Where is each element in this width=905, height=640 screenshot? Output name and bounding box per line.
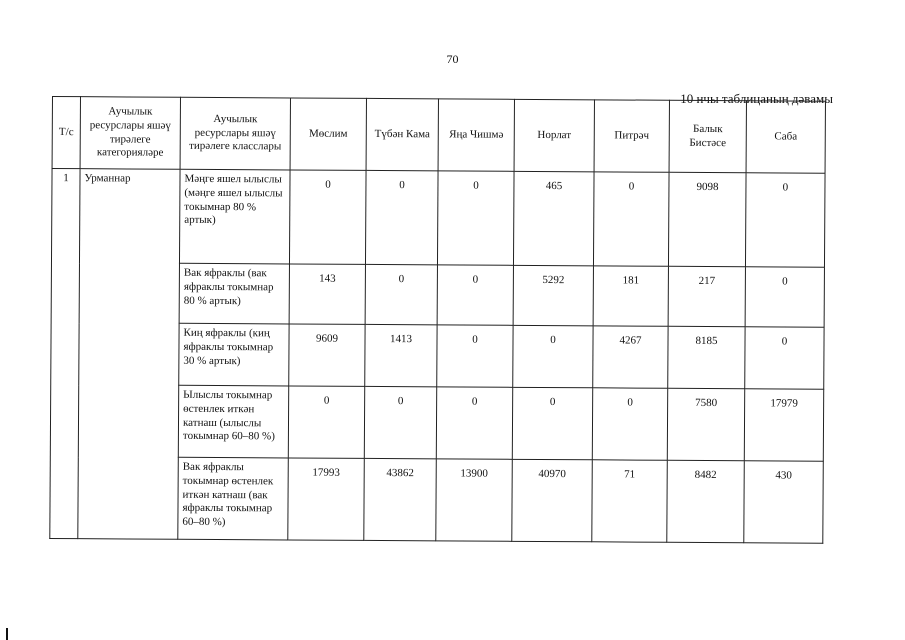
cell-value: 17979 <box>744 389 823 461</box>
cell-value: 17993 <box>288 458 364 540</box>
group-category: Урманнар <box>78 169 180 540</box>
header-balyk-bistase: Балык Бистәсе <box>669 100 746 172</box>
cell-value: 0 <box>437 171 514 265</box>
row-class: Вак яфраклы токымнар өстенлек иткән катнаш (вак яфраклы токымнар 60–80 %) <box>178 457 288 540</box>
cell-value: 430 <box>744 461 823 543</box>
cell-value: 0 <box>365 264 437 324</box>
cell-value: 0 <box>592 388 667 460</box>
cell-value: 1413 <box>365 324 437 386</box>
header-pitrach: Питрәч <box>594 100 669 172</box>
cell-value: 7580 <box>667 388 744 460</box>
cell-value: 40970 <box>512 459 592 541</box>
header-tuban-kama: Түбән Кама <box>366 98 438 170</box>
cell-value: 9609 <box>289 324 365 386</box>
cell-value: 0 <box>745 267 824 327</box>
cell-value: 0 <box>364 386 436 458</box>
cell-value: 0 <box>512 387 592 459</box>
habitat-table <box>49 96 826 544</box>
row-class: Киң яфраклы (киң яфраклы токымнар 30 % артык) <box>179 323 289 386</box>
cell-value: 0 <box>289 170 366 264</box>
header-class: Аучылык ресурслары яшәү тирәлеге класслары <box>180 97 290 170</box>
header-yana-chishma: Яңа Чишмә <box>438 99 514 171</box>
header-category: Аучылык ресурслары яшәү тирәлеге категорияләре <box>80 97 180 170</box>
cell-value: 13900 <box>436 459 512 541</box>
group-index: 1 <box>50 169 80 539</box>
table-container <box>49 96 825 544</box>
cell-value: 181 <box>593 266 668 326</box>
cell-value: 4267 <box>593 326 668 388</box>
cell-value: 8185 <box>668 326 745 388</box>
cell-value: 5292 <box>513 265 593 325</box>
row-class: Мәңге яшел ылыслы (мәңге яшел ылыслы токымнар 80 % артык) <box>179 169 290 264</box>
row-class: Ылыслы токымнар өстенлек иткән катнаш (ылыслы токымнар 60–80 %) <box>178 385 288 458</box>
header-muslim: Мөслим <box>290 98 366 170</box>
header-saba: Саба <box>746 101 825 173</box>
cell-value: 0 <box>593 172 669 266</box>
cell-value: 0 <box>513 325 593 387</box>
cell-value: 0 <box>437 325 513 387</box>
cell-value: 0 <box>365 170 438 264</box>
cell-value: 0 <box>288 386 364 458</box>
cell-value: 465 <box>513 171 594 265</box>
cell-value: 0 <box>437 265 513 325</box>
cell-value: 0 <box>745 173 825 267</box>
table-row <box>51 169 825 268</box>
cell-value: 71 <box>592 460 667 542</box>
cell-value: 9098 <box>668 172 746 266</box>
row-class: Вак яфраклы (вак яфраклы токымнар 80 % артык) <box>179 263 289 324</box>
cell-value: 0 <box>745 327 824 389</box>
header-index: Т/с <box>52 97 80 169</box>
cell-value: 43862 <box>364 458 436 540</box>
header-norlat: Норлат <box>514 99 594 171</box>
cell-value: 8482 <box>667 460 744 542</box>
scan-edge-mark <box>6 628 8 640</box>
table-header-row <box>52 97 825 174</box>
table-continuation-label: 10 нчы таблицаның дәвамы <box>680 91 833 106</box>
cell-value: 143 <box>289 264 365 324</box>
page-number: 70 <box>446 52 459 66</box>
cell-value: 0 <box>436 387 512 459</box>
cell-value: 217 <box>668 266 745 326</box>
